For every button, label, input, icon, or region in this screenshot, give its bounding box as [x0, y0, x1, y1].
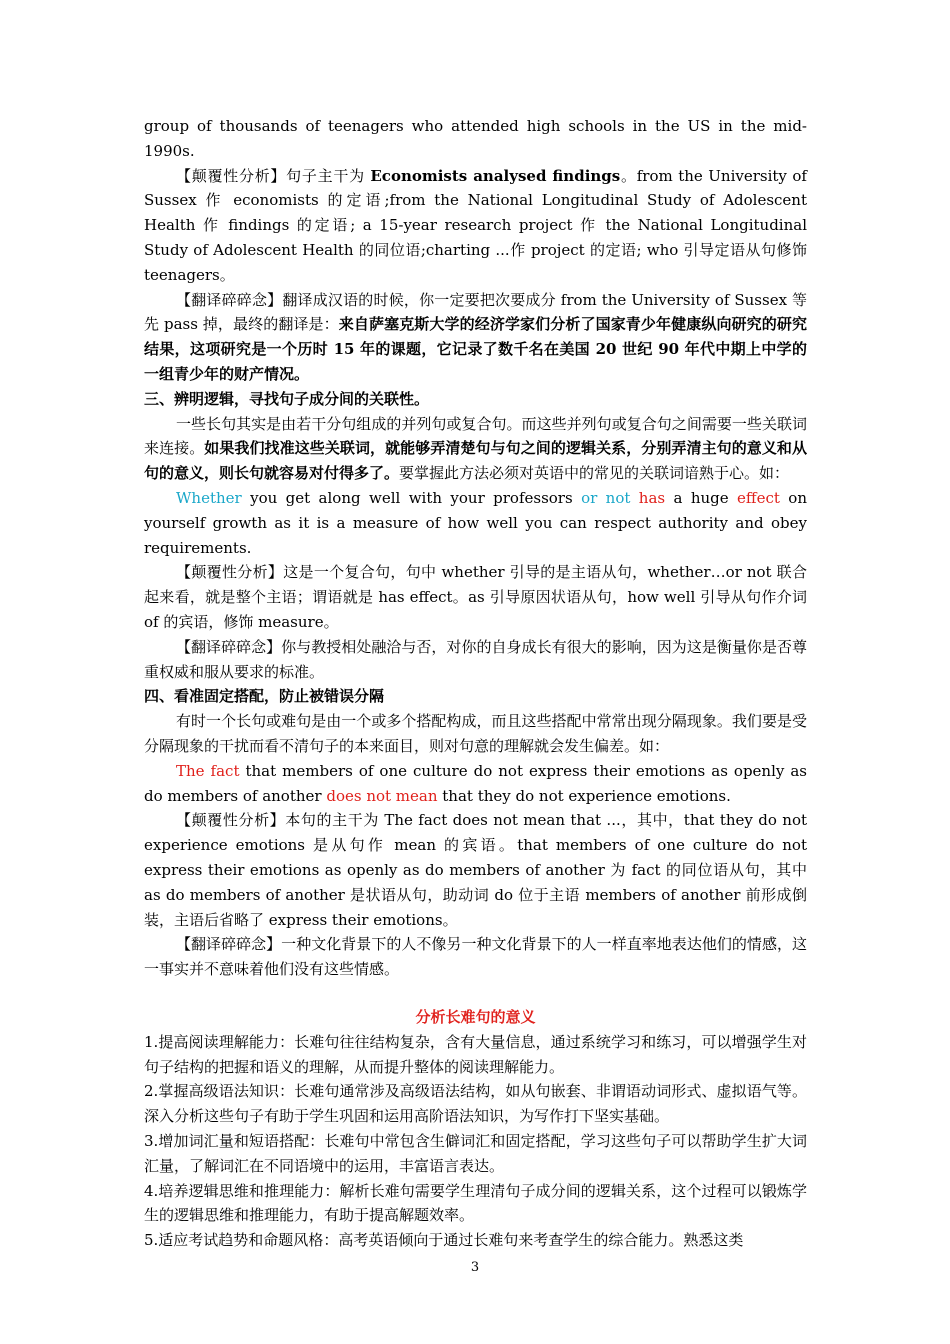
- list-item: 1.提高阅读理解能力：长难句往往结构复杂，含有大量信息，通过系统学习和练习，可以增强学生对句子结构的把握和语义的理解，从而提升整体的阅读理解能力。: [144, 1032, 807, 1076]
- body-paragraph-logic: 一些长句其实是由若干分句组成的并列句或复合句。而这些并列句或复合句之间需要一些关联词来连接。如果我们找准这些关联词，就能够弄清楚句与句之间的逻辑关系，分别弄清主句的意义和从句的意义，则长句就容易对付得多了。要掌握此方法必须对英语中的常见的关联词谙熟于心。如：: [144, 414, 807, 483]
- analysis-paragraph-2: 【颠覆性分析】这是一个复合句，句中 whether 引导的是主语从句，whether…or not 联合起来看，就是整个主语；谓语就是 has effect。as 引导原因状语从句，how well 引导从句作介词 of 的宾语，修饰 measure。: [144, 563, 807, 631]
- example-sentence-2: The fact that members of one culture do not express their emotions as openly as do members of another does not mean that they do not experience emotions.: [144, 761, 808, 805]
- translation-paragraph-1: 【翻译碎碎念】翻译成汉语的时候，你一定要把次要成分 from the University of Sussex 等先 pass 掉，最终的翻译是：来自萨塞克斯大学的经济学家们分析了国家青少年健康纵向研究的研究结果，这项研究是一个历时 15 年的课题，它记录了数千名在美国 20 世纪 90 年代中期上中学的一组青少年的财产情况。: [144, 290, 807, 383]
- document-body: [144, 114, 807, 1253]
- section-title: 分析长难句的意义: [415, 1007, 536, 1026]
- analysis-paragraph-1: 【颠覆性分析】句子主干为 Economists analysed findings。from the University of Sussex 作 economists 的定语;from the National Longitudinal Study of Adolescent Health 作 findings 的定语; a 15-year research project 作 the National Longitudinal Study of Adolescent Health 的同位语;charting ...作 project 的定语; who 引导定语从句修饰 teenagers。: [144, 166, 807, 284]
- example-sentence-1: Whether you get along well with your professors or not has a huge effect on yourself growth as it is a measure of how well you can respect authority and obey requirements.: [144, 488, 807, 557]
- page-number: 3: [470, 1260, 480, 1275]
- translation-paragraph-2: 【翻译碎碎念】你与教授相处融洽与否，对你的自身成长有很大的影响，因为这是衡量你是否尊重权威和服从要求的标准。: [144, 637, 807, 681]
- paragraph-continuation: group of thousands of teenagers who attended high schools in the US in the mid-1990s.: [144, 117, 807, 160]
- body-paragraph-collocation: 有时一个长句或难句是由一个或多个搭配构成，而且这些搭配中常常出现分隔现象。我们要是受分隔现象的干扰而看不清句子的本来面目，则对句意的理解就会发生偏差。如：: [144, 712, 807, 755]
- list-item: 5.适应考试趋势和命题风格：高考英语倾向于通过长难句来考查学生的综合能力。熟悉这类: [144, 1231, 744, 1250]
- heading-section-3: 三、辨明逻辑，寻找句子成分间的关联性。: [144, 389, 430, 408]
- translation-paragraph-3: 【翻译碎碎念】一种文化背景下的人不像另一种文化背景下的人一样直率地表达他们的情感，这一事实并不意味着他们没有这些情感。: [144, 935, 807, 979]
- analysis-paragraph-3: 【颠覆性分析】本句的主干为 The fact does not mean that ...，其中，that they do not experience emotions 是从句作 mean 的宾语。that members of one culture do not express their emotions as openly as do members of another 为 fact 的同位语从句，其中 as do members of another 是状语从句，助动词 do 位于主语 members of another 前形成倒装，主语后省略了 express their emotions。: [144, 811, 807, 929]
- list-item: 4.培养逻辑思维和推理能力：解析长难句需要学生理清句子成分间的逻辑关系，这个过程可以锻炼学生的逻辑思维和推理能力，有助于提高解题效率。: [144, 1181, 807, 1225]
- list-item: 3.增加词汇量和短语搭配：长难句中常包含生僻词汇和固定搭配，学习这些句子可以帮助学生扩大词汇量，了解词汇在不同语境中的运用，丰富语言表达。: [144, 1132, 807, 1175]
- heading-section-4: 四、看准固定搭配，防止被错误分隔: [144, 687, 385, 706]
- list-item: 2.掌握高级语法知识：长难句通常涉及高级语法结构，如从句嵌套、非谓语动词形式、虚拟语气等。深入分析这些句子有助于学生巩固和运用高阶语法知识，为写作打下坚实基础。: [144, 1082, 807, 1126]
